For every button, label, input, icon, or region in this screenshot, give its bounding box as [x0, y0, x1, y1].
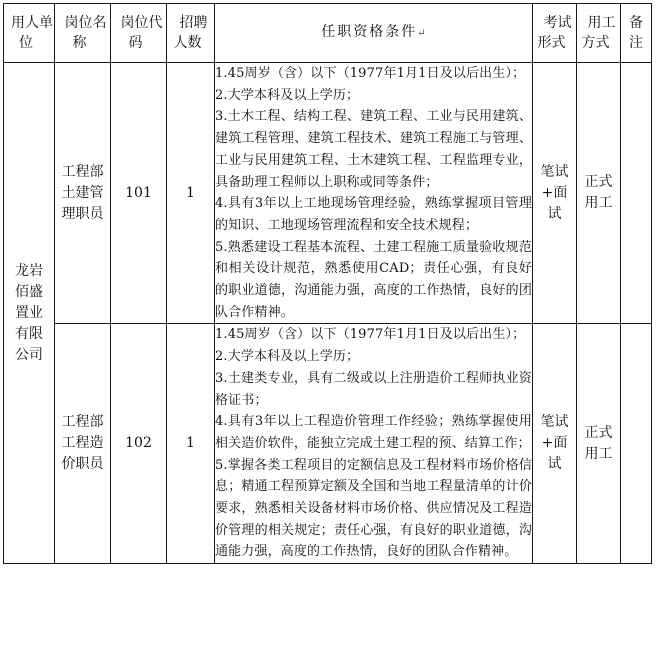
post-name-cell: 工程部工程造价职员	[55, 324, 111, 564]
requirement-item: 4.具有3年以上工地现场管理经验，熟练掌握项目管理的知识、工地现场管理流程和安全技术规程；	[215, 196, 532, 233]
header-remarks: 备注	[621, 4, 652, 63]
requirement-item: 5.掌握各类工程项目的定额信息及工程材料市场价格信息；精通工程预算定额及全国和当地工程量清单的计价要求，熟悉相关设备材料市场价格、供应情况及工程造价管理的相关规定；责任心强，有良好的职业道德，沟通能力强，高度的工作热情，良好的团队合作精神。	[215, 457, 532, 560]
employment-type-cell: 正式用工	[577, 63, 621, 324]
recruitment-table	[3, 3, 652, 564]
headcount-cell: 1	[167, 324, 215, 564]
requirement-item: 3.土建类专业，具有二级或以上注册造价工程师执业资格证书；	[215, 370, 532, 408]
header-exam-format: 考试形式	[533, 4, 577, 63]
header-row	[4, 4, 652, 63]
post-code-cell: 101	[111, 63, 167, 324]
exam-format-cell: 笔试+面试	[533, 324, 577, 564]
post-name-cell: 工程部土建管理职员	[55, 63, 111, 324]
paragraph-mark: ↵	[417, 28, 426, 39]
requirements-cell	[215, 324, 533, 564]
remarks-cell	[621, 63, 652, 324]
requirement-item: 2.大学本科及以上学历；	[215, 87, 360, 103]
requirement-item: 5.熟悉建设工程基本流程、土建工程施工质量验收规范和相关设计规范，熟悉使用CAD；责任心强，有良好的职业道德，沟通能力强，高度的工作热情，良好的团队合作精神。	[215, 239, 532, 320]
exam-format-cell: 笔试+面试	[533, 63, 577, 324]
requirements-cell	[215, 63, 533, 324]
header-post-name: 岗位名称	[55, 4, 111, 63]
header-employer: 用人单位	[4, 4, 55, 63]
header-headcount: 招聘人数	[167, 4, 215, 63]
requirement-item: 1.45周岁（含）以下（1977年1月1日及以后出生）；	[215, 66, 526, 81]
post-code-cell: 102	[111, 324, 167, 564]
requirement-item: 3.土木工程、结构工程、建筑工程、工业与民用建筑、建筑工程管理、建筑工程技术、建筑工程施工与管理、工业与民用建筑工程、土木建筑工程、工程监理专业，具备助理工程师以上职称或同等条件；	[215, 109, 532, 190]
remarks-cell	[621, 324, 652, 564]
employment-type-cell: 正式用工	[577, 324, 621, 564]
header-requirements: 任职资格条件↵	[215, 4, 533, 63]
requirement-item: 2.大学本科及以上学历；	[215, 349, 360, 365]
header-post-code: 岗位代码	[111, 4, 167, 63]
requirement-item: 1.45周岁（含）以下（1977年1月1日及以后出生）；	[215, 327, 526, 343]
recruitment-table-sheet	[3, 3, 651, 667]
requirement-item: 4.具有3年以上工程造价管理工作经验；熟练掌握使用相关造价软件，能独立完成土建工程的预、结算工作；	[215, 414, 532, 451]
table-row	[4, 63, 652, 324]
headcount-cell: 1	[167, 63, 215, 324]
employer-cell: 龙岩佰盛置业有限公司	[4, 63, 55, 564]
header-employment-type: 用工方式	[577, 4, 621, 63]
table-row	[4, 324, 652, 564]
